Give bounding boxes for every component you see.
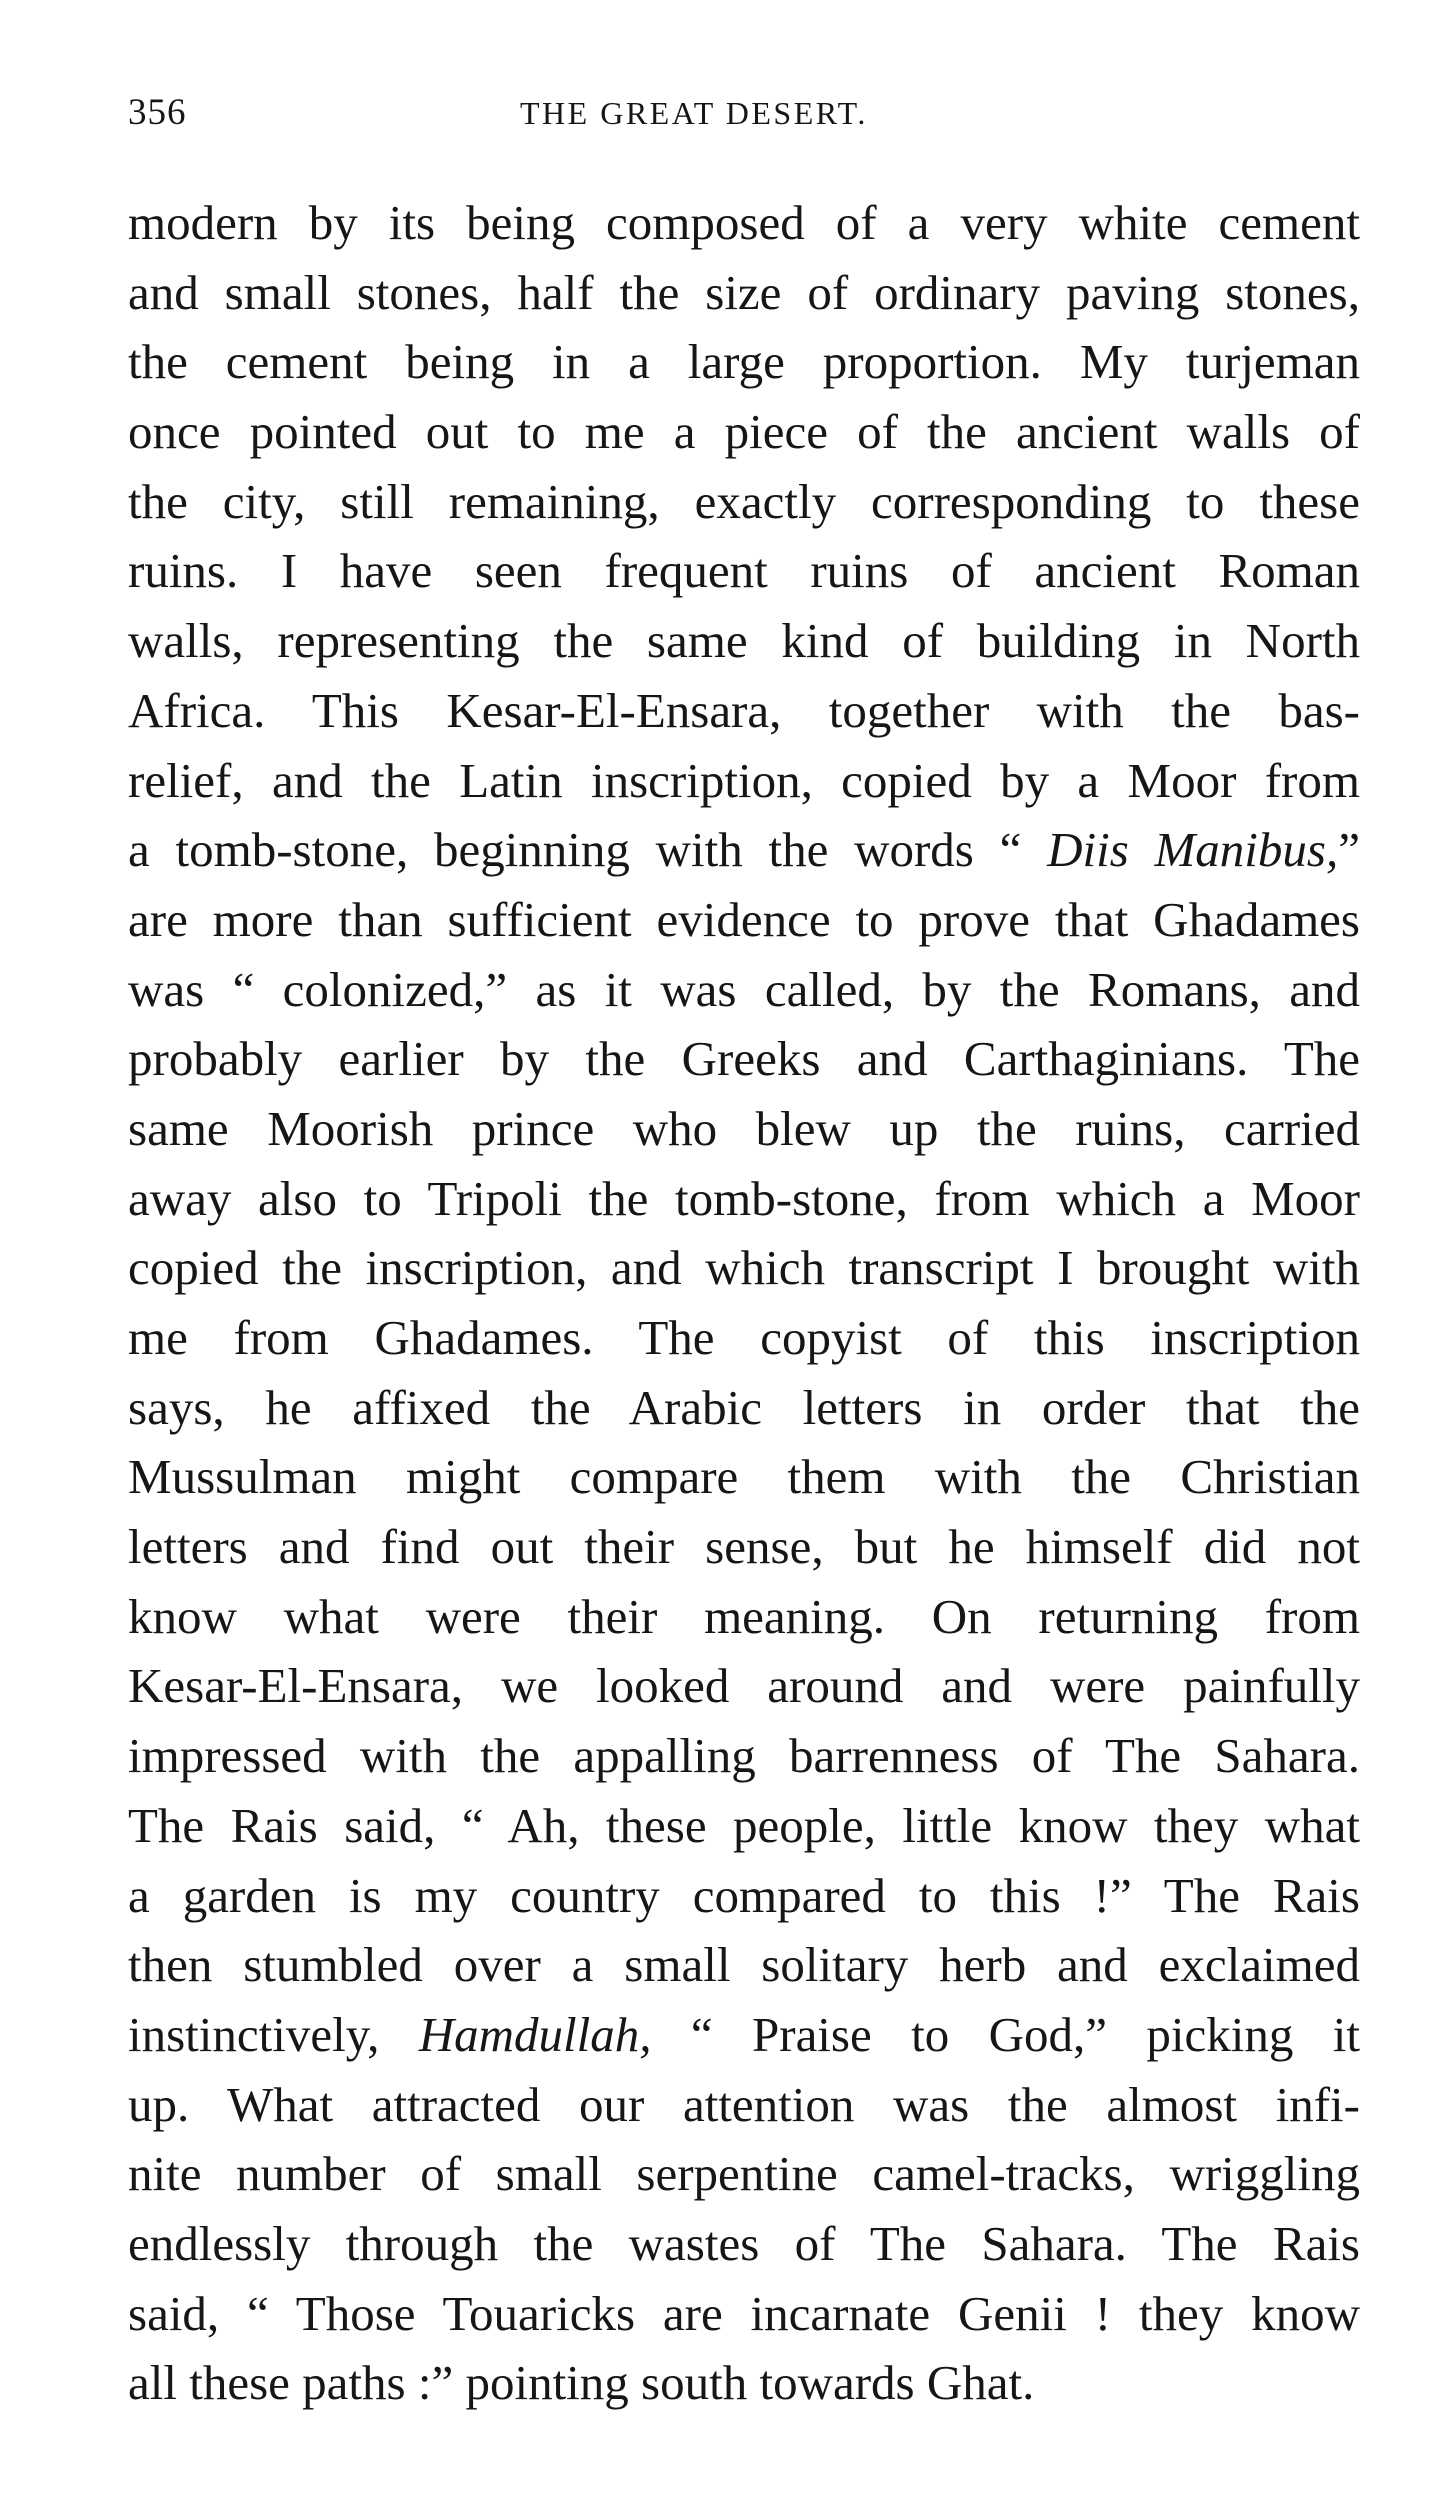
text-line: a garden is my country compared to this !” The Rais	[128, 1867, 1360, 1923]
text-line: endlessly through the wastes of The Sahara. The Rais	[128, 2215, 1360, 2271]
text-line: impressed with the appalling barrenness of The Sahara.	[128, 1728, 1360, 1784]
text-line: letters and find out their sense, but he himself did not	[128, 1519, 1360, 1575]
text-line: Mussulman might compare them with the Christian	[128, 1449, 1360, 1505]
text-line: probably earlier by the Greeks and Carthaginians. The	[128, 1031, 1360, 1087]
text-line-with-italic	[128, 815, 1360, 885]
line-text-after: ”	[1338, 822, 1360, 878]
line-text-before: instinctively,	[128, 2006, 419, 2062]
text-line: ruins. I have seen frequent ruins of ancient Roman	[128, 543, 1360, 599]
text-line: The Rais said, “ Ah, these people, little know they what	[128, 1797, 1360, 1853]
text-line: all these paths :” pointing south towards Ghat.	[128, 2355, 1035, 2411]
text-line: the city, still remaining, exactly corresponding to these	[128, 473, 1360, 529]
text-line: up. What attracted our attention was the almost infi-	[128, 2076, 1360, 2132]
running-title: THE GREAT DESERT.	[520, 95, 868, 131]
italic-phrase: Diis Manibus,	[1047, 822, 1339, 878]
text-line: same Moorish prince who blew up the ruins, carried	[128, 1100, 1360, 1156]
text-line: relief, and the Latin inscription, copied by a Moor from	[128, 752, 1360, 808]
text-line: then stumbled over a small solitary herb and exclaimed	[128, 1937, 1360, 1993]
text-line: nite number of small serpentine camel-tracks, wriggling	[128, 2146, 1360, 2202]
line-text-before: a tomb-stone, beginning with the words “	[128, 822, 1048, 878]
text-line: copied the inscription, and which transcript I brought with	[128, 1240, 1360, 1296]
italic-phrase: Hamdullah,	[418, 2006, 652, 2062]
text-line: the cement being in a large proportion. My turjeman	[128, 334, 1360, 390]
line-text-after: “ Praise to God,” picking it	[651, 2006, 1360, 2062]
text-line-with-italic	[128, 2000, 1360, 2070]
text-line: says, he affixed the Arabic letters in order that the	[128, 1379, 1360, 1435]
text-line: away also to Tripoli the tomb-stone, from which a Moor	[128, 1170, 1360, 1226]
text-line: once pointed out to me a piece of the ancient walls of	[128, 404, 1360, 460]
text-line: was “ colonized,” as it was called, by the Romans, and	[128, 961, 1360, 1017]
text-line: Africa. This Kesar-El-Ensara, together with the bas-	[128, 682, 1360, 738]
text-line: modern by its being composed of a very white cement	[128, 195, 1360, 250]
text-line: said, “ Those Touaricks are incarnate Genii ! they know	[128, 2285, 1360, 2341]
text-line: Kesar-El-Ensara, we looked around and were painfully	[128, 1658, 1360, 1714]
text-line: are more than sufficient evidence to prove that Ghadames	[128, 891, 1360, 947]
running-head	[128, 88, 1360, 138]
page-number: 356	[128, 92, 187, 133]
text-line: and small stones, half the size of ordinary paving stones,	[128, 264, 1360, 320]
body-text	[128, 188, 1360, 2418]
text-line: me from Ghadames. The copyist of this inscription	[128, 1310, 1360, 1365]
text-line: know what were their meaning. On returning from	[128, 1588, 1360, 1644]
text-line: walls, representing the same kind of building in North	[128, 613, 1360, 669]
